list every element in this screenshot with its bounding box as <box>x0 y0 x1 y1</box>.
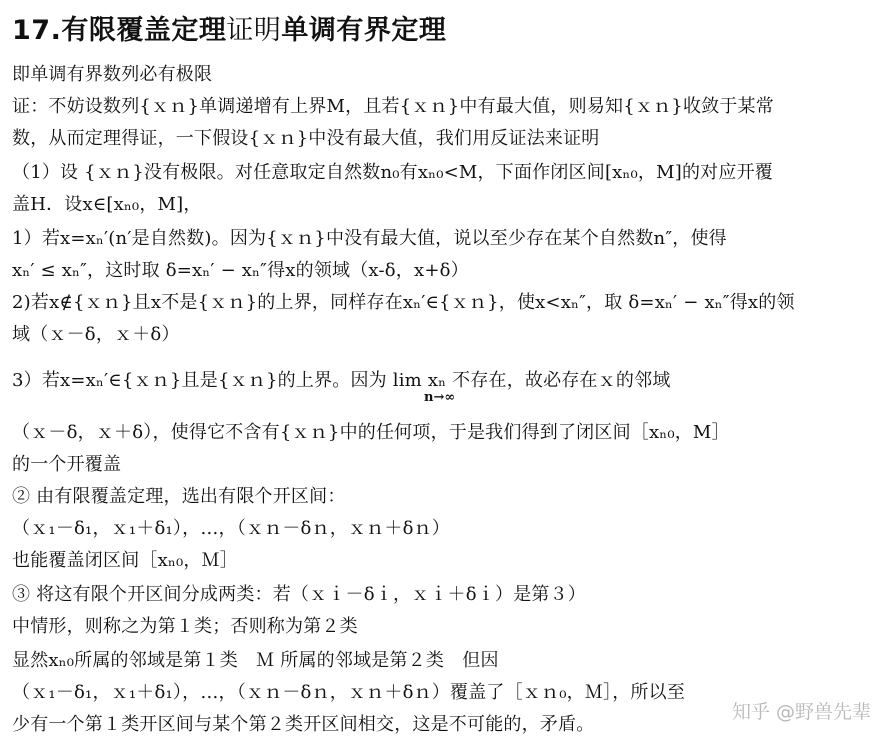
title-bold-1: 17.有限覆盖定理 <box>12 15 227 46</box>
text-line: 中情形，则称之为第１类；否则称为第２类 <box>12 616 358 637</box>
text-line: 也能覆盖闭区间［xₙ₀，Ｍ］ <box>12 550 238 571</box>
text-line: 显然xₙ₀所属的邻域是第１类 Ｍ 所属的邻域是第２类 但因 <box>12 650 499 671</box>
text-line: ② 由有限覆盖定理，选出有限个开区间： <box>12 486 346 507</box>
text-line: （1）设 {ｘｎ}没有极限。对任意取定自然数n₀有xₙ₀<M，下面作闭区间[xₙ₀，M]的对应开覆 <box>12 162 773 183</box>
zhihu-watermark: 知乎 @野兽先辈 <box>731 701 871 723</box>
text-line: 域（ｘ－δ，ｘ＋δ） <box>12 324 180 345</box>
lim-subscript: n→∞ <box>424 390 456 405</box>
text-line: ③ 将这有限个开区间分成两类：若（ｘｉ－δｉ，ｘｉ＋δｉ）是第３） <box>12 584 586 605</box>
text-line: 的一个开覆盖 <box>12 454 122 475</box>
text-line: 即单调有界数列必有极限 <box>12 64 213 85</box>
text-line: 1）若x=xₙ′(n′是自然数)。因为{ｘｎ}中没有最大值，说以至少存在某个自然数n″，使得 <box>12 228 727 249</box>
text-line: 2)若x∉{ｘｎ}且x不是{ｘｎ}的上界，同样存在xₙ′∈{ｘｎ}，使x<xₙ″，取 δ=xₙ′ − xₙ″得x的领 <box>12 292 795 313</box>
text-line: 少有一个第１类开区间与某个第２类开区间相交，这是不可能的，矛盾。 <box>12 714 595 735</box>
page-title <box>12 8 446 46</box>
text-line: 数，从而定理得证，一下假设{ｘｎ}中没有最大值，我们用反证法来证明 <box>12 128 600 149</box>
text-line: 证：不妨设数列{ｘｎ}单调递增有上界M，且若{ｘｎ}中有最大值，则易知{ｘｎ}收敛于某常 <box>12 96 774 117</box>
text-line: xₙ′ ≤ xₙ″，这时取 δ=xₙ′ − xₙ″得x的领域（x-δ，x+δ） <box>12 260 469 281</box>
text-line: （ｘ₁－δ₁，ｘ₁＋δ₁），…，（ｘｎ－δｎ，ｘｎ＋δｎ） <box>12 518 451 539</box>
title-bold-2: 单调有界定理 <box>281 15 447 46</box>
text-line: 3）若x=xₙ′∈{ｘｎ}且是{ｘｎ}的上界。因为 lim xₙ 不存在，故必存在ｘ的邻域 <box>12 370 671 391</box>
text-line: （ｘ₁－δ₁，ｘ₁＋δ₁），…，（ｘｎ－δｎ，ｘｎ＋δｎ）覆盖了［ｘｎ₀，Ｍ］，所以至 <box>12 682 686 703</box>
text-line: 盖H．设x∈[xₙ₀，M]， <box>12 194 202 215</box>
title-light: 证明 <box>226 15 282 46</box>
text-line: （ｘ－δ，ｘ＋δ），使得它不含有{ｘｎ}中的任何项，于是我们得到了闭区间［xₙ₀，M］ <box>12 422 730 443</box>
